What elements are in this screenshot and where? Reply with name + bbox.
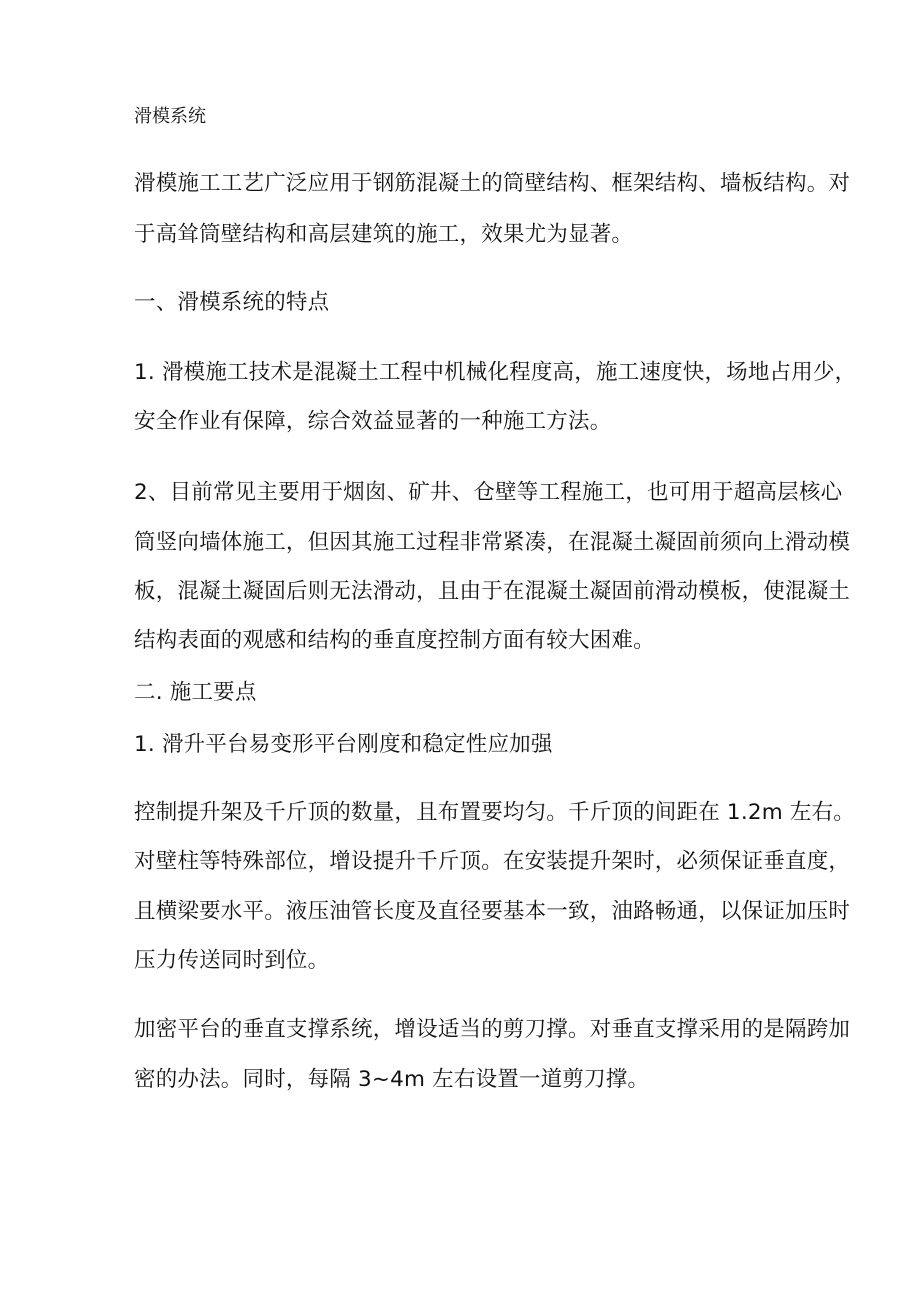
section1-heading: 一、滑模系统的特点 (134, 290, 330, 315)
document-title: 滑模系统 (134, 106, 206, 127)
section2-para1-line-1: 控制提升架及千斤顶的数量，且布置要均匀。千斤顶的间距在 1.2m 左右。 (134, 800, 856, 825)
section2-subheading: 1. 滑升平台易变形平台刚度和稳定性应加强 (134, 732, 553, 757)
section1-item2-line-1: 2、目前常见主要用于烟囱、矿井、仓壁等工程施工，也可用于超高层核心 (134, 480, 843, 505)
section1-item1-line-1: 1. 滑模施工技术是混凝土工程中机械化程度高，施工速度快，场地占用少， (134, 360, 857, 385)
section2-heading: 二. 施工要点 (134, 680, 257, 705)
section2-para2-line-1: 加密平台的垂直支撑系统，增设适当的剪刀撑。对垂直支撑采用的是隔跨加 (134, 1017, 851, 1042)
section2-para1-line-3: 且横梁要水平。液压油管长度及直径要基本一致，油路畅通，以保证加压时 (134, 899, 851, 924)
section1-item2-line-3: 板，混凝土凝固后则无法滑动，且由于在混凝土凝固前滑动模板，使混凝土 (134, 579, 851, 604)
section1-item2-line-2: 筒竖向墙体施工，但因其施工过程非常紧凑，在混凝土凝固前须向上滑动模 (134, 530, 851, 555)
section1-item1-line-2: 安全作业有保障，综合效益显著的一种施工方法。 (134, 409, 612, 434)
section2-para1-line-2: 对壁柱等特殊部位，增设提升千斤顶。在安装提升架时，必须保证垂直度， (134, 849, 851, 874)
section1-item2-line-4: 结构表面的观感和结构的垂直度控制方面有较大困难。 (134, 628, 655, 653)
intro-line-2: 于高耸筒壁结构和高层建筑的施工，效果尤为显著。 (134, 222, 634, 247)
intro-line-1: 滑模施工工艺广泛应用于钢筋混凝土的筒壁结构、框架结构、墙板结构。对 (134, 171, 851, 196)
section2-para2-line-2: 密的办法。同时，每隔 3~4m 左右设置一道剪刀撑。 (134, 1067, 650, 1092)
section2-para1-line-4: 压力传送同时到位。 (134, 948, 330, 973)
